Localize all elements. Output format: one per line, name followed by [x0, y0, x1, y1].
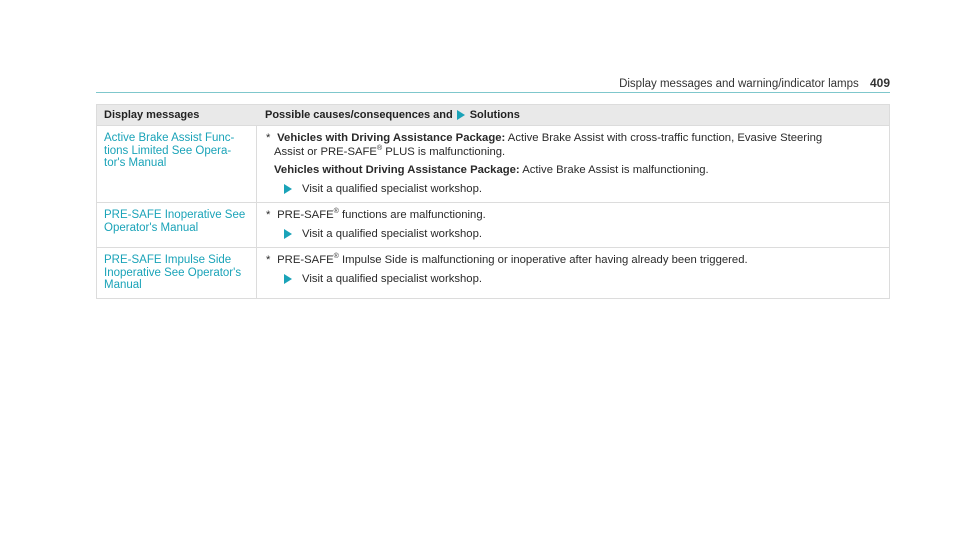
cause-text: functions are malfunctioning. [341, 209, 486, 221]
display-message-text: PRE-SAFE Inoperative See Operator's Manual [97, 203, 257, 247]
table-row [97, 125, 889, 202]
table-row [97, 247, 889, 298]
page-number: 409 [869, 76, 890, 90]
display-message-text: PRE-SAFE Impulse Side Inoperative See Operator's Manual [97, 248, 257, 298]
cause-text: Active Brake Assist with cross-traffic function, Evasive Steering [507, 132, 823, 144]
display-message-text: Active Brake Assist Func- tions Limited See Opera- tor's Manual [97, 126, 257, 202]
asterisk: * [266, 254, 271, 266]
solution-text: Visit a qualified specialist workshop. [302, 228, 483, 240]
solution-arrow-icon [284, 229, 292, 239]
solution-action [270, 272, 881, 286]
display-messages-table [96, 104, 890, 299]
causes-cell [257, 203, 889, 247]
cause-condition-without-package: Vehicles without Driving Assistance Package: [274, 164, 520, 176]
cause-text: Impulse Side is malfunctioning or inoperative after having already been triggered. [341, 254, 748, 266]
solution-action [270, 182, 881, 196]
solution-action [270, 227, 881, 241]
asterisk: * [266, 209, 271, 221]
column-header-display-messages: Display messages [104, 109, 200, 121]
causes-cell [257, 248, 889, 298]
cause-text: PLUS is malfunctioning. [385, 146, 506, 158]
table-header [97, 105, 889, 125]
page-header [96, 76, 890, 93]
registered-mark: ® [376, 145, 383, 153]
solution-arrow-icon [457, 110, 465, 120]
column-header-solutions: Solutions [469, 109, 520, 121]
registered-mark: ® [333, 208, 339, 216]
cause-text: PRE-SAFE [277, 209, 334, 221]
column-header-causes-solutions [257, 109, 889, 121]
solution-text: Visit a qualified specialist workshop. [302, 273, 483, 285]
page-header-title: Display messages and warning/indicator lamps [619, 78, 859, 90]
cause-condition-with-package: Vehicles with Driving Assistance Package: [277, 132, 506, 144]
column-header-causes: Possible causes/consequences and [265, 109, 453, 121]
asterisk: * [266, 132, 271, 144]
cause-text: Assist or PRE-SAFE [274, 146, 377, 158]
registered-mark: ® [333, 253, 339, 261]
solution-arrow-icon [284, 274, 292, 284]
solution-arrow-icon [284, 184, 292, 194]
causes-cell [257, 126, 889, 202]
cause-text: PRE-SAFE [277, 254, 334, 266]
cause-text: Active Brake Assist is malfunctioning. [522, 164, 709, 176]
table-row [97, 202, 889, 247]
solution-text: Visit a qualified specialist workshop. [302, 183, 483, 195]
